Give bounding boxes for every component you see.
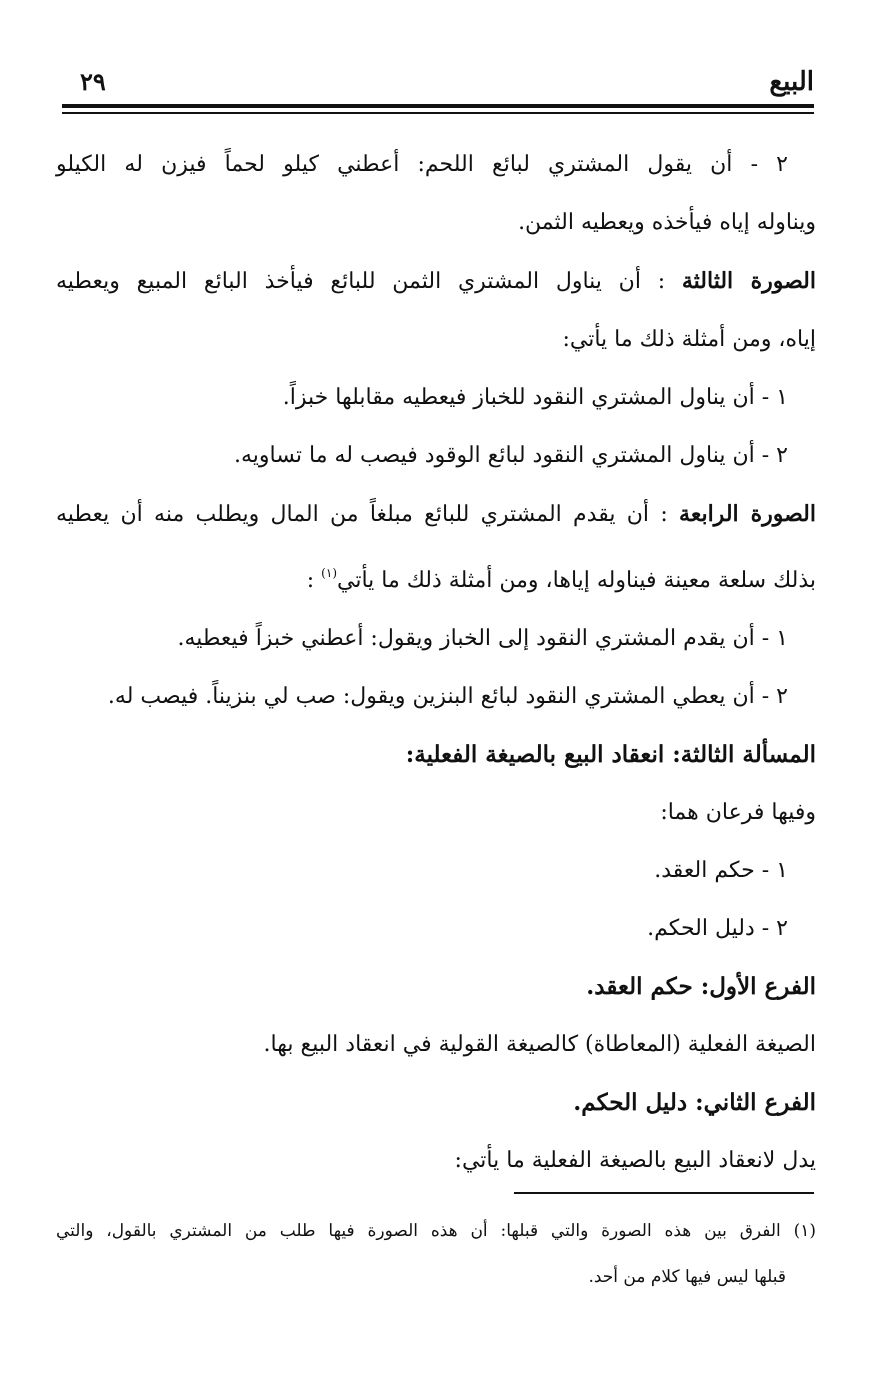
page-number: ٢٩ bbox=[80, 67, 106, 96]
paragraph-text: بذلك سلعة معينة فيناوله إياها، ومن أمثلة ذلك ما يأتي bbox=[337, 568, 816, 593]
footnote bbox=[56, 1208, 816, 1300]
paragraph-line: وفيها فرعان هما: bbox=[660, 800, 816, 825]
list-item: ١ - حكم العقد. bbox=[654, 858, 788, 883]
footnote-line: قبلها ليس فيها كلام من أحد. bbox=[588, 1267, 786, 1287]
footnote-line: (١) الفرق بين هذه الصورة والتي قبلها: أن هذه الصورة فيها طلب من المشتري بالقول، والتي bbox=[56, 1221, 816, 1241]
section-heading: المسألة الثالثة: انعقاد البيع بالصيغة الفعلية: bbox=[405, 741, 816, 768]
list-item: ٢ - أن يناول المشتري النقود لبائع الوقود فيصب له ما تساويه. bbox=[234, 443, 788, 468]
subsection-heading: الفرع الثاني: دليل الحكم. bbox=[573, 1089, 816, 1116]
section-label: الصورة الرابعة bbox=[679, 501, 816, 527]
subsection-heading: الفرع الأول: حكم العقد. bbox=[586, 973, 816, 1000]
paragraph-text: : أن يناول المشتري الثمن للبائع فيأخذ البائع المبيع ويعطيه bbox=[56, 269, 666, 294]
paragraph-text: : أن يقدم المشتري للبائع مبلغاً من المال ويطلب منه أن يعطيه bbox=[56, 502, 668, 527]
paragraph-line: ويناوله إياه فيأخذه ويعطيه الثمن. bbox=[518, 210, 816, 235]
list-item: ١ - أن يقدم المشتري النقود إلى الخباز ويقول: أعطني خبزاً فيعطيه. bbox=[177, 626, 788, 651]
paragraph-line bbox=[56, 485, 816, 544]
paragraph-line: إياه، ومن أمثلة ذلك ما يأتي: bbox=[562, 327, 816, 352]
paragraph-text: : bbox=[306, 568, 315, 593]
paragraph-line bbox=[56, 544, 816, 610]
list-item: ٢ - أن يعطي المشتري النقود لبائع البنزين ويقول: صب لي بنزيناً. فيصب له. bbox=[107, 684, 788, 709]
header-rule-thick bbox=[62, 104, 814, 108]
section-label: الصورة الثالثة bbox=[681, 268, 816, 294]
paragraph-line: يدل لانعقاد البيع بالصيغة الفعلية ما يأتي: bbox=[454, 1148, 816, 1173]
body-text bbox=[56, 136, 816, 1190]
page-header bbox=[62, 64, 814, 104]
running-title: البيع bbox=[769, 67, 814, 97]
paragraph-line bbox=[56, 252, 816, 311]
footnote-separator bbox=[514, 1192, 814, 1194]
paragraph-line: الصيغة الفعلية (المعاطاة) كالصيغة القولية في انعقاد البيع بها. bbox=[263, 1032, 816, 1057]
footnote-reference: (١) bbox=[321, 566, 337, 580]
list-item: ١ - أن يناول المشتري النقود للخباز فيعطيه مقابلها خبزاً. bbox=[282, 385, 788, 410]
list-item: ٢ - أن يقول المشتري لبائع اللحم: أعطني كيلو لحماً فيزن له الكيلو bbox=[56, 152, 788, 177]
list-item: ٢ - دليل الحكم. bbox=[647, 916, 788, 941]
header-rule-thin bbox=[62, 112, 814, 114]
